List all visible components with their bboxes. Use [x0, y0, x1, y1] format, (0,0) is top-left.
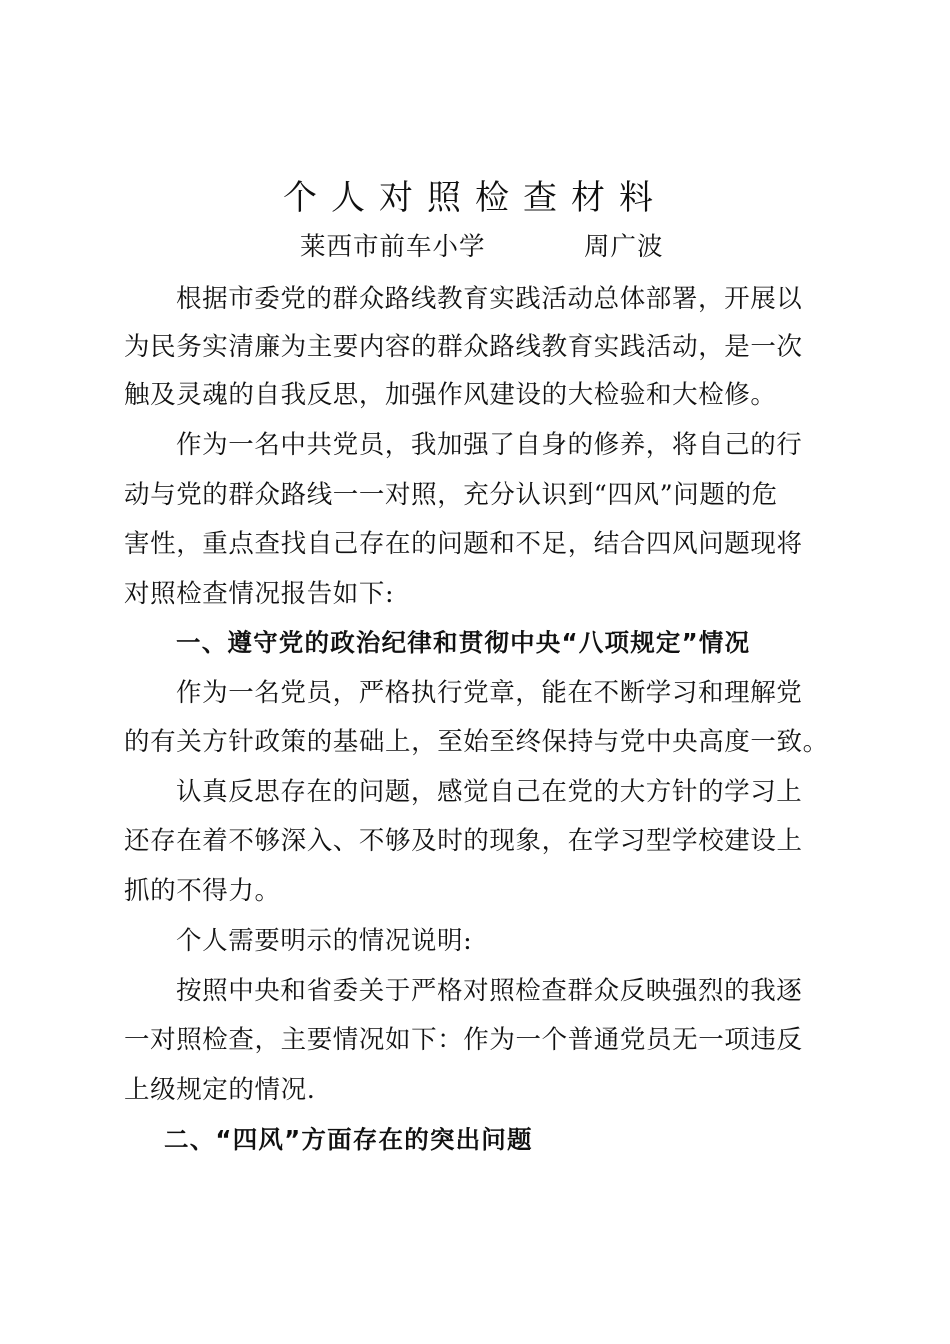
paragraph-6-line-1: 按照中央和省委关于严格对照检查群众反映强烈的我逐 — [176, 976, 803, 1006]
byline — [300, 230, 664, 264]
paragraph-1-line-3: 触及灵魂的自我反思，加强作风建设的大检验和大检修。 — [124, 380, 777, 410]
paragraph-2-line-2: 动与党的群众路线一一对照，充分认识到“四风”问题的危 — [124, 480, 778, 510]
paragraph-6-line-3: 上级规定的情况. — [124, 1075, 316, 1105]
paragraph-3-line-2: 的有关方针政策的基础上，至始至终保持与党中央高度一致。 — [124, 727, 829, 757]
paragraph-1-line-1: 根据市委党的群众路线教育实践活动总体部署，开展以 — [176, 284, 803, 314]
document-title: 个人对照检查材料 — [283, 178, 667, 218]
paragraph-2-line-1: 作为一名中共党员，我加强了自身的修养，将自己的行 — [176, 430, 803, 460]
paragraph-4-line-1: 认真反思存在的问题，感觉自己在党的大方针的学习上 — [176, 777, 803, 807]
paragraph-6-line-2: 一对照检查，主要情况如下：作为一个普通党员无一项违反 — [124, 1025, 803, 1055]
section-heading-2: 二、“四风”方面存在的突出问题 — [164, 1125, 533, 1154]
section-heading-1: 一、遵守党的政治纪律和贯彻中央“八项规定”情况 — [176, 628, 751, 657]
paragraph-4-line-3: 抓的不得力。 — [124, 876, 281, 906]
paragraph-5-line-1: 个人需要明示的情况说明: — [176, 926, 473, 956]
school-name: 莱西市前车小学 — [300, 232, 486, 262]
paragraph-3-line-1: 作为一名党员，严格执行党章，能在不断学习和理解党 — [176, 678, 803, 708]
author-name: 周广波 — [584, 232, 664, 262]
paragraph-1-line-2: 为民务实清廉为主要内容的群众路线教育实践活动，是一次 — [124, 332, 803, 362]
paragraph-2-line-3: 害性，重点查找自己存在的问题和不足，结合四风问题现将 — [124, 529, 803, 559]
paragraph-4-line-2: 还存在着不够深入、不够及时的现象，在学习型学校建设上 — [124, 826, 803, 856]
paragraph-2-line-4: 对照检查情况报告如下: — [124, 579, 395, 609]
